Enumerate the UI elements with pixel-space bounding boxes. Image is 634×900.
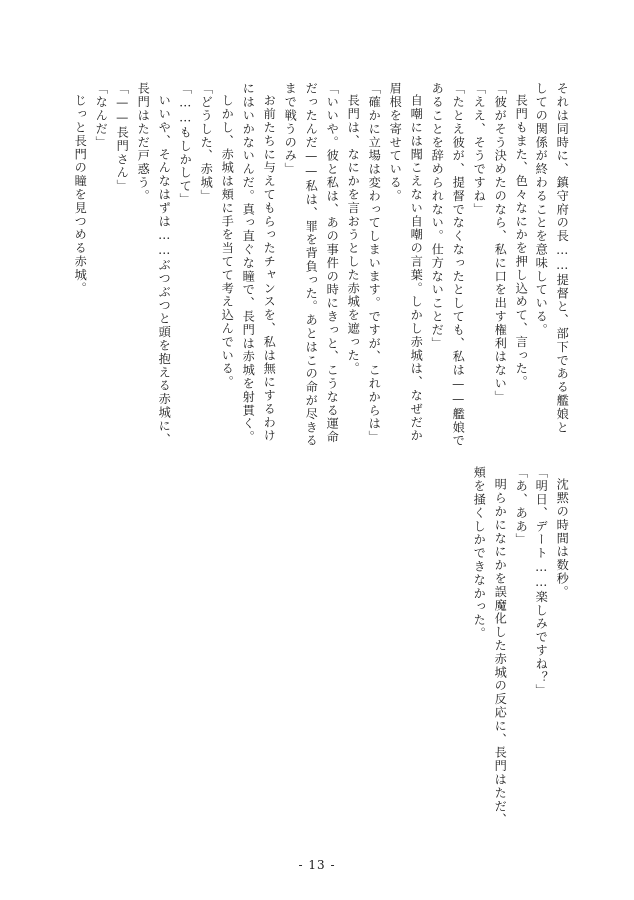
- text-line: お前たちに与えてもらったチャンスを、私は無にするわけ: [262, 94, 277, 443]
- page-number: - 13 -: [298, 858, 336, 872]
- text-line: 「なんだ」: [94, 82, 109, 149]
- text-line: 明らかになにかを誤魔化した赤城の反応に、長門はただ、: [493, 478, 508, 827]
- text-line: まで戦うのみ」: [283, 82, 298, 176]
- text-line: いいや、そんなはずは……ぶつぶつと頭を抱える赤城に、: [157, 94, 172, 446]
- text-line: 「いいや。彼と私は、あの事件の時にきっと、こうなる運命: [325, 82, 340, 444]
- text-line: 「たとえ彼が、提督でなくなったとしても、私は——艦娘で: [451, 82, 466, 448]
- text-line: 「——長門さん」: [115, 82, 130, 193]
- text-line: 「彼がそう決めたのなら、私に口を出す権利はない」: [493, 82, 508, 404]
- text-line: 「明日、デート……楽しみですね？」: [534, 466, 549, 698]
- text-line: 「ええ、そうですね」: [472, 82, 487, 216]
- text-line: 頬を掻くしかできなかった。: [472, 466, 487, 641]
- text-line: だったんだ——私は、罪を背負った。あとはこの命が尽きる: [304, 82, 319, 448]
- text-line: 「どうした、赤城」: [199, 82, 214, 203]
- text-line: 長門は、なにかを言おうとした赤城を遮った。: [346, 94, 361, 376]
- text-line: 「……もしかして」: [178, 82, 193, 207]
- text-line: 「確かに立場は変わってしまいます。ですが、これからは」: [367, 82, 382, 444]
- text-line: 眉根を寄せている。: [388, 82, 403, 203]
- text-line: にはいかないんだ。真っ直ぐな瞳で、長門は赤城を射貫く。: [241, 82, 256, 444]
- text-line: あることを辞められない。仕方ないことだ」: [430, 82, 445, 350]
- text-line: しかし、赤城は頬に手を当てて考え込んでいる。: [220, 94, 235, 389]
- text-line: 長門もまた、色々なにかを押し込めて、言った。: [514, 94, 529, 389]
- text-line: しての関係が終わることを意味している。: [534, 82, 549, 337]
- text-line: 長門はただ戸惑う。: [136, 82, 151, 203]
- text-line: 自嘲には聞こえない自嘲の言葉。しかし赤城は、なぜだか: [409, 94, 424, 443]
- text-line: じっと長門の瞳を見つめる赤城。: [73, 94, 88, 295]
- text-line: 沈黙の時間は数秒。: [555, 478, 570, 599]
- text-line: 「あ、ああ」: [514, 466, 529, 547]
- text-line: それは同時に、鎮守府の長……提督と、部下である艦娘と: [555, 82, 570, 434]
